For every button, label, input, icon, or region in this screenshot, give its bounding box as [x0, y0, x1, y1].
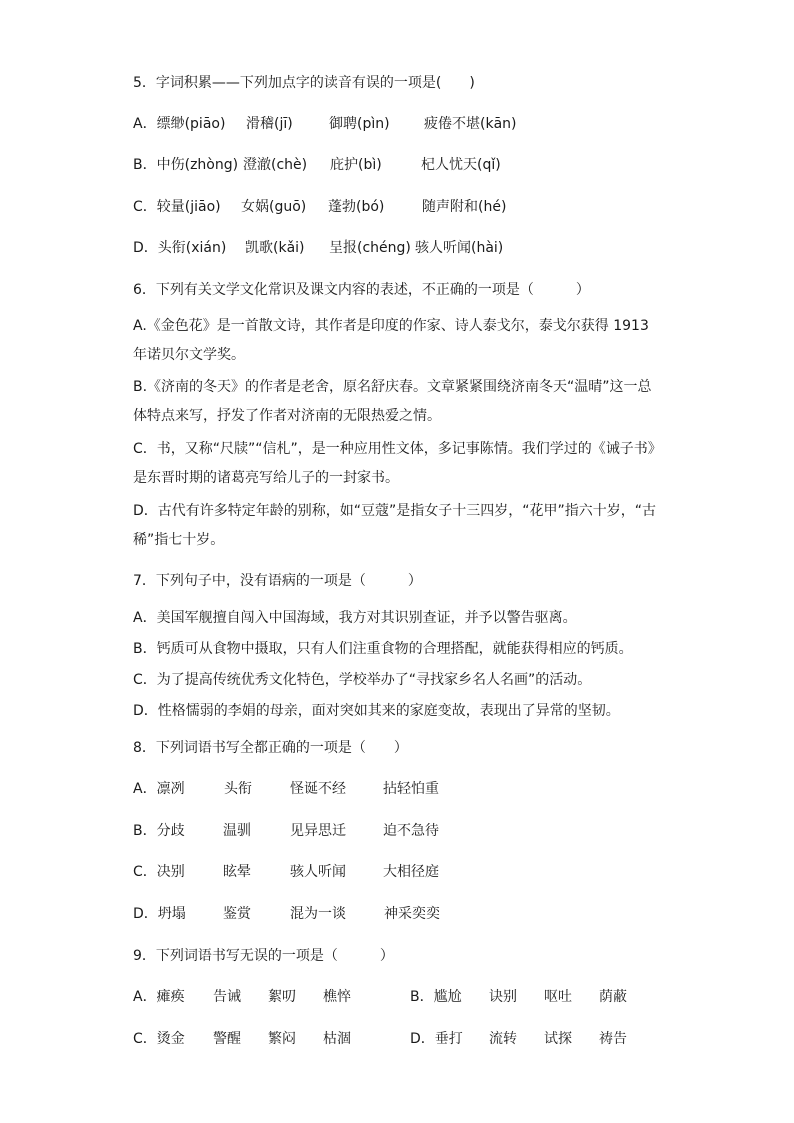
q9-b-item: 诀别: [489, 989, 517, 1005]
q6-option-c: C．书，又称“尺牍”“信札”，是一种应用性文体，多记事陈情。我们学过的《诫子书》是东晋时期的诸葛亮写给儿子的一封家书。: [133, 441, 662, 486]
q8-c-item: 眩晕: [223, 864, 251, 880]
q7-option-d: D．性格懦弱的李娟的母亲，面对突如其来的家庭变故，表现出了异常的坚韧。: [133, 703, 620, 719]
q5-d-item: 凯歌(kǎi): [245, 240, 305, 256]
q9-a-first: A．瘫痪: [133, 989, 185, 1005]
q5-d-item: 骇人听闻(hài): [415, 240, 504, 256]
q9-d-item: 试探: [544, 1031, 572, 1047]
q7-option-c: C．为了提高传统优秀文化特色，学校举办了“寻找家乡名人名画”的活动。: [133, 672, 592, 688]
q9-d-item: 流转: [489, 1031, 517, 1047]
q9-a-item: 樵悴: [323, 989, 351, 1005]
q9-c-item: 警醒: [213, 1031, 241, 1047]
q7-option-a: A．美国军舰擅自闯入中国海域，我方对其识别查证，并予以警告驱离。: [133, 610, 577, 626]
q6-stem: 6．下列有关文学文化常识及课文内容的表述，不正确的一项是（ ）: [133, 282, 590, 298]
q5-b-item: 杞人忧天(qǐ): [421, 157, 501, 173]
q8-c-item: 骇人听闻: [290, 864, 346, 880]
q8-b-item: 见异思迁: [290, 823, 346, 839]
q9-c-item: 繁闷: [268, 1031, 296, 1047]
q8-stem: 8．下列词语书写全都正确的一项是（ ）: [133, 740, 408, 756]
q8-b-first: B．分歧: [133, 823, 185, 839]
q6-option-d: D．古代有许多特定年龄的别称，如“豆蔻”是指女子十三四岁，“花甲”指六十岁，“古稀”指七十岁。: [133, 503, 657, 548]
q5-d-first: D．头衔(xián): [133, 240, 227, 256]
q5-a-item: 御聘(pìn): [329, 116, 390, 132]
q8-a-item: 怪诞不经: [290, 781, 346, 797]
q8-b-item: 温驯: [223, 823, 251, 839]
q5-d-item: 呈报(chéng): [329, 240, 411, 256]
q9-a-item: 絮叨: [268, 989, 296, 1005]
q9-b-item: 呕吐: [544, 989, 572, 1005]
q5-c-first: C．较量(jiāo): [133, 199, 221, 215]
q5-a-first: A．缥缈(piāo): [133, 116, 226, 132]
q5-b-first: B．中伤(zhòng): [133, 157, 239, 173]
q8-d-item: 鉴赏: [223, 906, 251, 922]
q8-a-first: A．凛冽: [133, 781, 185, 797]
q5-a-item: 滑稽(jī): [246, 116, 293, 132]
q8-c-item: 大相径庭: [383, 864, 439, 880]
q8-c-first: C．决别: [133, 864, 185, 880]
q5-b-item: 庇护(bì): [330, 157, 382, 173]
q5-stem: 5．字词积累——下列加点字的读音有误的一项是( ): [133, 75, 475, 91]
q5-b-item: 澄澈(chè): [243, 157, 308, 173]
q8-d-item: 混为一谈: [290, 906, 346, 922]
q5-c-item: 女娲(guō): [241, 199, 307, 215]
q5-c-item: 蓬勃(bó): [328, 199, 385, 215]
q9-d-first: D．垂打: [410, 1031, 463, 1047]
q9-stem: 9．下列词语书写无误的一项是（ ）: [133, 948, 394, 964]
q6-option-a: A.《金色花》是一首散文诗，其作者是印度的作家、诗人泰戈尔，泰戈尔获得 1913 年诺贝尔文学奖。: [133, 318, 649, 363]
q7-stem: 7．下列句子中，没有语病的一项是（ ）: [133, 573, 422, 589]
q7-option-b: B．钙质可从食物中摄取，只有人们注重食物的合理搭配，就能获得相应的钙质。: [133, 641, 633, 657]
q9-b-item: 荫蔽: [599, 989, 627, 1005]
q5-a-item: 疲倦不堪(kān): [424, 116, 517, 132]
q9-b-first: B．尴尬: [410, 989, 462, 1005]
q8-d-item: 神采奕奕: [384, 906, 440, 922]
q9-c-item: 枯涸: [323, 1031, 351, 1047]
q8-a-item: 头衔: [224, 781, 252, 797]
q9-a-item: 告诫: [213, 989, 241, 1005]
q8-b-item: 迫不急待: [383, 823, 439, 839]
q6-option-b: B.《济南的冬天》的作者是老舍，原名舒庆春。文章紧紧围绕济南冬天“温晴”这一总体特点来写，抒发了作者对济南的无限热爱之情。: [133, 379, 652, 424]
q8-a-item: 拈轻怕重: [383, 781, 439, 797]
q9-d-item: 祷告: [599, 1031, 627, 1047]
q5-c-item: 随声附和(hé): [422, 199, 507, 215]
q9-c-first: C．烫金: [133, 1031, 185, 1047]
q8-d-first: D．坍塌: [133, 906, 186, 922]
